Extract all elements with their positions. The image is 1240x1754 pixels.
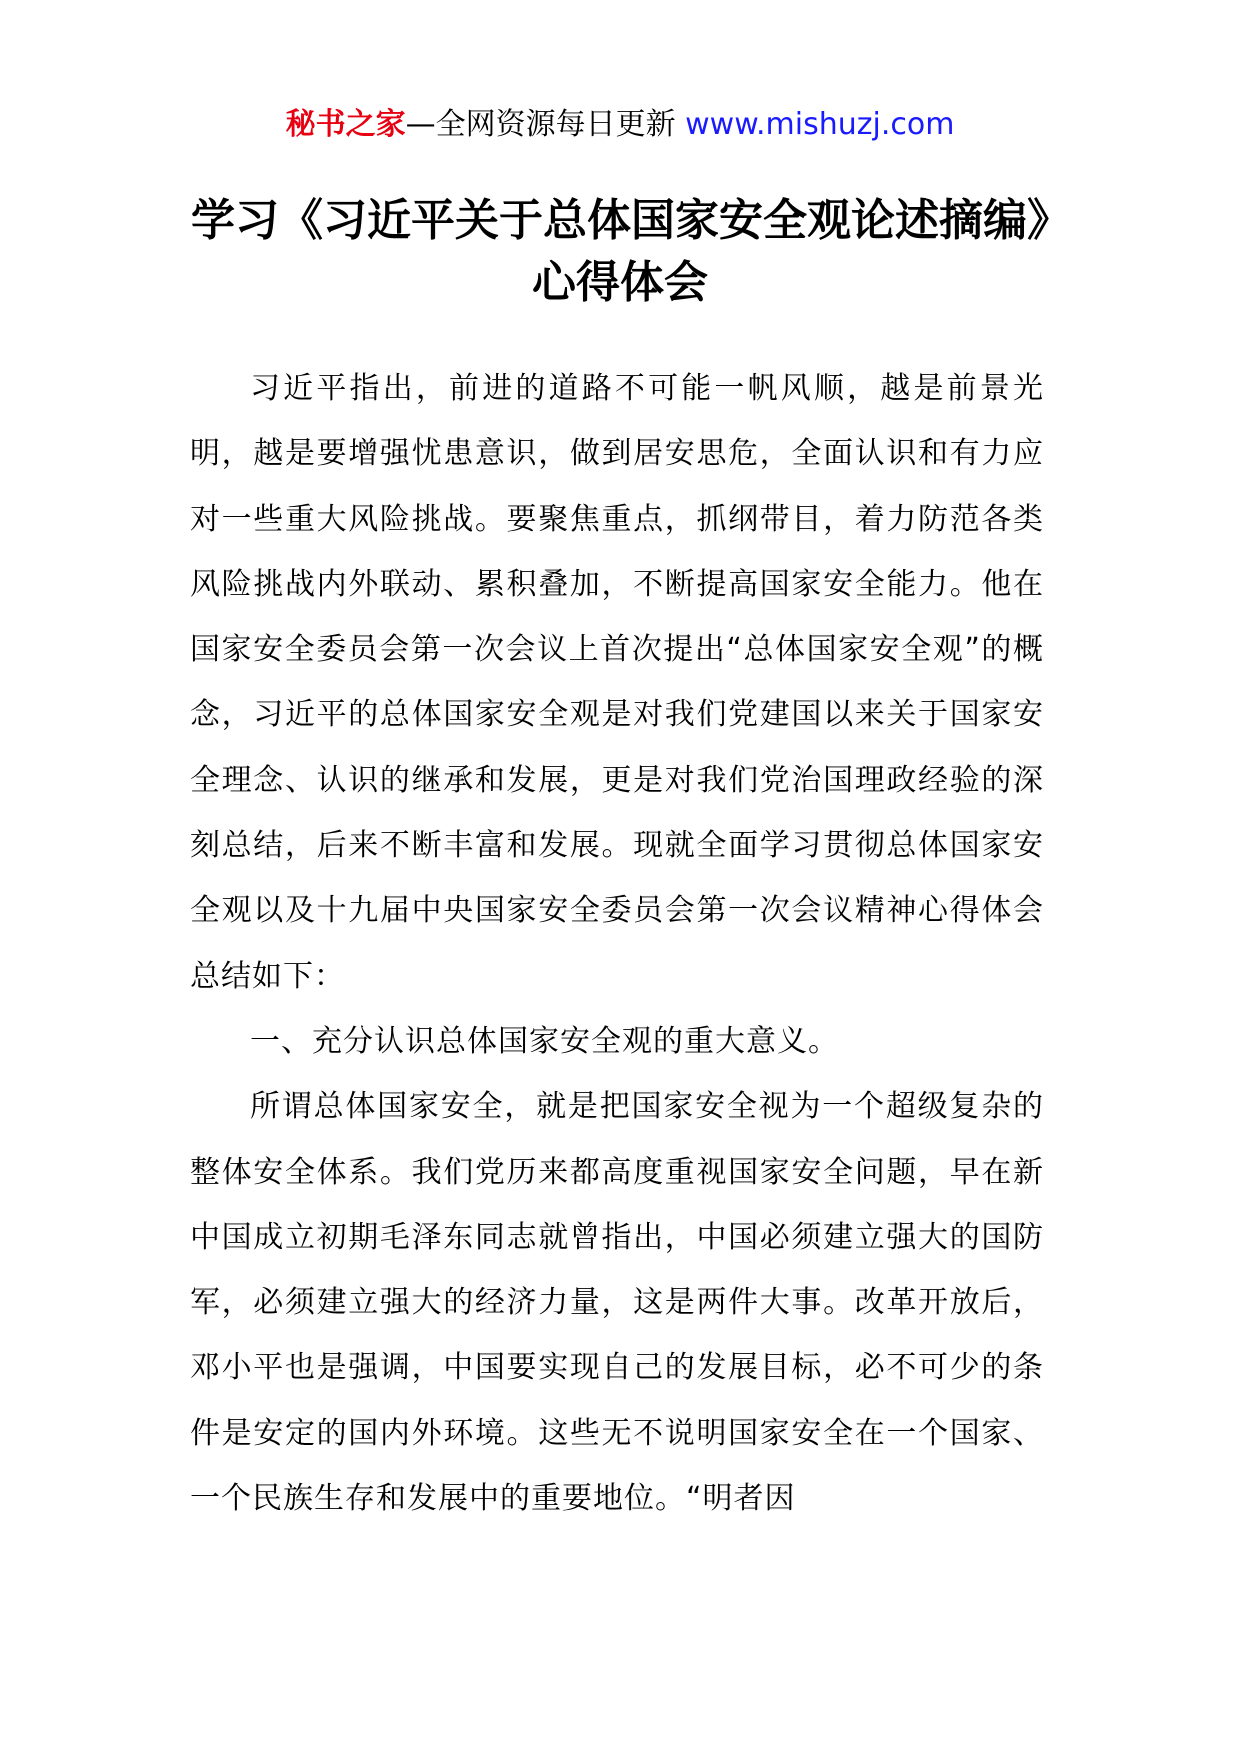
document-body (190, 356, 1044, 1531)
site-url-link[interactable]: www.mishuzj.com (685, 107, 955, 142)
document-title: 学习《习近平关于总体国家安全观论述摘编》心得体会 (191, 195, 1049, 308)
paragraph-section-1: 所谓总体国家安全，就是把国家安全视为一个超级复杂的整体安全体系。我们党历来都高度重视国家安全问题，早在新中国成立初期毛泽东同志就曾指出，中国必须建立强大的国防军，必须建立强大的经济力量，这是两件大事。改革开放后，邓小平也是强调，中国要实现自己的发展目标，必不可少的条件是安定的国内外环境。这些无不说明国家安全在一个国家、一个民族生存和发展中的重要地位。“明者因 (190, 1089, 1044, 1517)
brand-name: 秘书之家 (285, 107, 406, 142)
header-tagline: —全网资源每日更新 (405, 107, 676, 142)
section-heading-1: 一、充分认识总体国家安全观的重大意义。 (250, 1023, 839, 1059)
paragraph-intro: 习近平指出，前进的道路不可能一帆风顺，越是前景光明，越是要增强忧患意识，做到居安思危，全面认识和有力应对一些重大风险挑战。要聚焦重点，抓纲带目，着力防范各类风险挑战内外联动、累积叠加，不断提高国家安全能力。他在国家安全委员会第一次会议上首次提出“总体国家安全观”的概念，习近平的总体国家安全观是对我们党建国以来关于国家安全理念、认识的继承和发展，更是对我们党治国理政经验的深刻总结，后来不断丰富和发展。现就全面学习贯彻总体国家安全观以及十九届中央国家安全委员会第一次会议精神心得体会总结如下： (190, 371, 1044, 994)
site-header (0, 95, 1240, 155)
